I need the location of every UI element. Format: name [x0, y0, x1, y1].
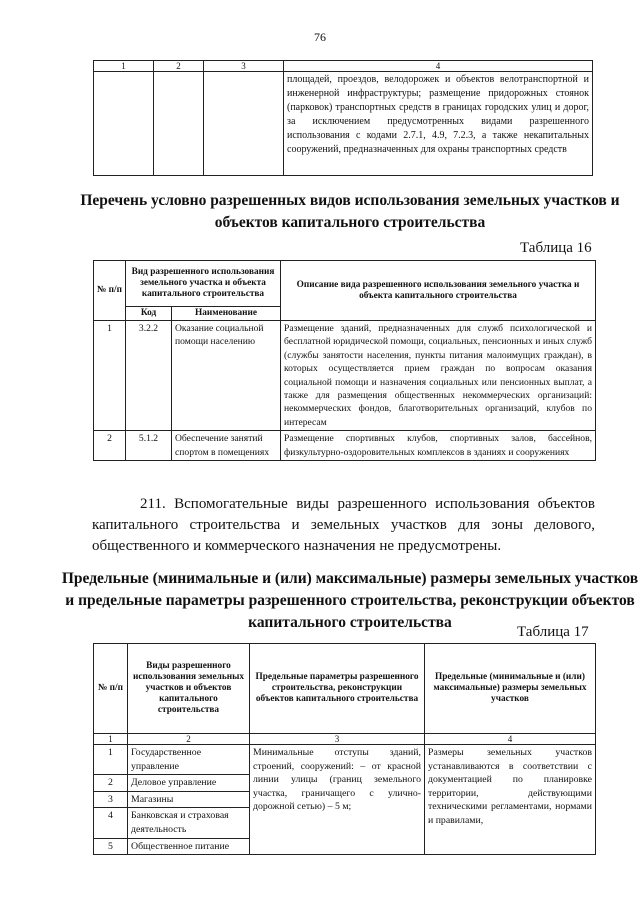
table-cell: площадей, проездов, велодорожек и объектов велотранспортной и инженерной инфраструктуры; размещение придорожных стоянок (парковок) транспортных средств в границах городских улиц и дорог, за исключением предусмотренных видами разрешенного использования с кодами 2.7.1, 4.9, 7.2.3, а также некапитальных сооружений, предназначенных для охраны транспортных средств — [284, 72, 593, 176]
table-row: 1 3.2.2 Оказание социальной помощи населению Размещение зданий, предназначенных для служб психологической и бесплатной юридической помощи, социальных, пенсионных и иных служб (службы занятости населения, пункты питания малоимущих граждан), в которых осуществляется прием граждан по вопросам оказания социальной помощи и назначения социальных или пенсионных выплат, а также для размещения общественных некоммерческих организаций: некоммерческих фондов, благотворительных организаций, клубов по интересам — [94, 321, 596, 431]
header-num: № п/п — [94, 261, 126, 321]
table-row: 2 5.1.2 Обеспечение занятий спортом в помещениях Размещение спортивных клубов, спортивных залов, бассейнов, физкультурно-оздоровительных комплексов в зданиях и сооружениях — [94, 431, 596, 461]
table-17: № п/п Виды разрешенного использования земельных участков и объектов капитального строительства Предельные параметры разрешенного строительства, реконструкции объектов капитального строительства Предельные (минимальные и (или) максимальные) размеры земельных участков 1 2 3 4 1 Государственное управление Минимальные отступы зданий, строений, сооружений: – от красной линии улицы (границ земельного участка, граничащего с улично-дорожной сетью) – 5 м; Размеры земельных участков устанавливаются в соответствии с документацией по планировке территории, действующими техническими регламентами, нормами и правилами, 2 Деловое управление 3 Магазины 4 Банковская и страховая деятельность 5 Общественное питание — [93, 643, 596, 855]
table-row: 5 Общественное питание — [94, 838, 596, 855]
continued-table — [93, 60, 593, 176]
section-heading-2: Предельные (минимальные и (или) максимальные) размеры земельных участков и предельные параметры разрешенного строительства, реконструкции объектов капитального строительства — [61, 570, 639, 631]
col-header: 1 — [94, 61, 154, 72]
table-row: 4 Банковская и страховая деятельность — [94, 808, 596, 838]
table-label: Таблица 17 — [517, 624, 589, 640]
col-header: 4 — [284, 61, 593, 72]
header-num: № п/п — [94, 644, 128, 734]
table-16 — [93, 260, 596, 461]
table-label: Таблица 16 — [520, 240, 592, 256]
header-sizes: Предельные (минимальные и (или) максимальные) размеры земельных участков — [425, 644, 596, 734]
params-cell: Минимальные отступы зданий, строений, сооружений: – от красной линии улицы (границ земельного участка, граничащего с улично-дорожной сетью) – 5 м; — [250, 745, 425, 855]
header-kind: Вид разрешенного использования земельного участка и объекта капитального строительства — [126, 261, 281, 307]
header-desc: Описание вида разрешенного использования земельного участка и объекта капитального строительства — [281, 261, 596, 321]
paragraph-211: 211. Вспомогательные виды разрешенного использования объектов капитального строительства и земельных участков для зоны делового, общественного и коммерческого назначения не предусмотрены. — [92, 496, 595, 554]
header-params: Предельные параметры разрешенного строительства, реконструкции объектов капитального строительства — [250, 644, 425, 734]
header-kind: Виды разрешенного использования земельных участков и объектов капитального строительства — [128, 644, 250, 734]
col-header: 3 — [204, 61, 284, 72]
header-code: Код — [126, 307, 172, 321]
section-heading: Перечень условно разрешенных видов использования земельных участков и объектов капитального строительства — [80, 192, 620, 231]
header-name: Наименование — [172, 307, 281, 321]
sizes-cell: Размеры земельных участков устанавливаются в соответствии с документацией по планировке территории, действующими техническими регламентами, нормами и правилами, — [425, 745, 596, 855]
table-row: 3 Магазины — [94, 791, 596, 808]
table-row: 1 Государственное управление Минимальные отступы зданий, строений, сооружений: – от красной линии улицы (границ земельного участка, граничащего с улично-дорожной сетью) – 5 м; Размеры земельных участков устанавливаются в соответствии с документацией по планировке территории, действующими техническими регламентами, нормами и правилами, — [94, 745, 596, 775]
col-header: 2 — [154, 61, 204, 72]
page-number: 76 — [314, 30, 326, 44]
table-row: 2 Деловое управление — [94, 775, 596, 792]
